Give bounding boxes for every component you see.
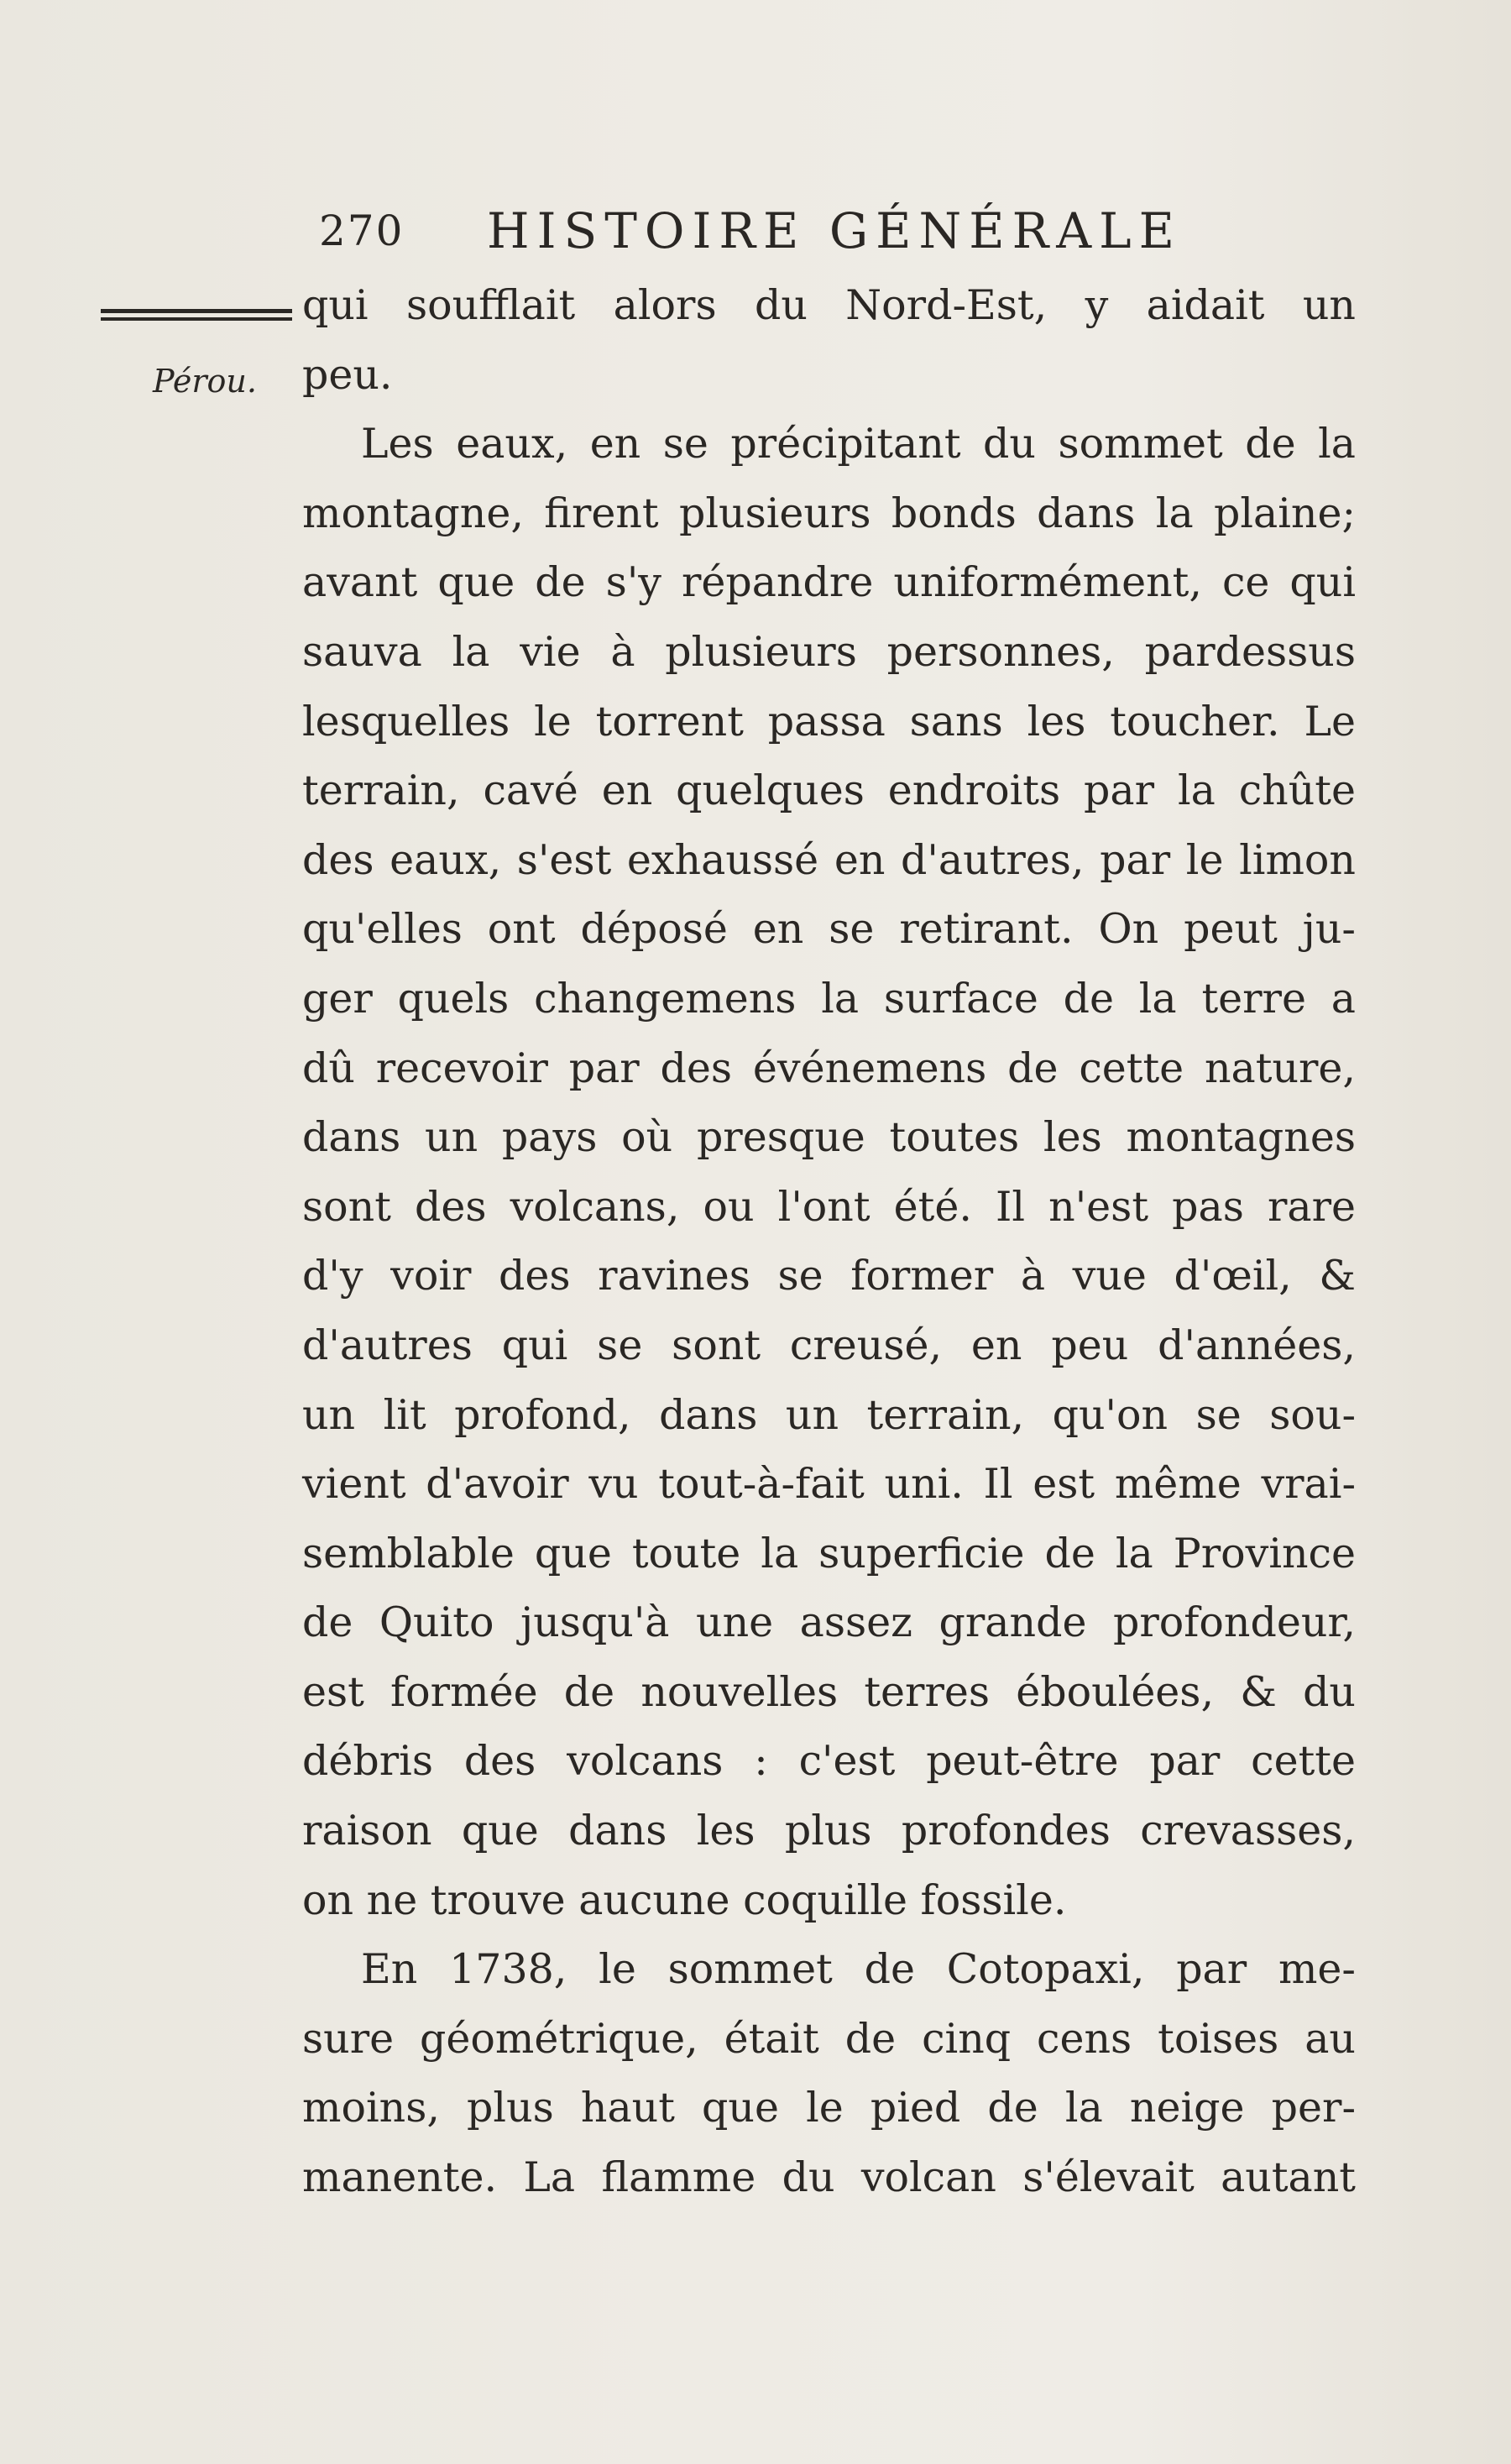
text-line: montagne, firent plusieurs bonds dans la plaine;: [302, 489, 1356, 537]
text-line: dans un pays où presque toutes les montagnes: [302, 1113, 1356, 1162]
text-line: sure géométrique, était de cinq cens toises au: [302, 2014, 1356, 2063]
text-line: de Quito jusqu'à une assez grande profondeur,: [302, 1598, 1356, 1647]
text-line: raison que dans les plus profondes crevasses,: [302, 1807, 1356, 1855]
text-line: lesquelles le torrent passa sans les toucher. Le: [302, 697, 1356, 745]
page-number: 270: [319, 207, 405, 255]
text-line: d'y voir des ravines se former à vue d'œil, &: [302, 1252, 1356, 1300]
text-line: débris des volcans : c'est peut-être par cette: [302, 1737, 1356, 1786]
text-line: semblable que toute la superficie de la Province: [302, 1529, 1356, 1577]
text-line: moins, plus haut que le pied de la neige per-: [302, 2084, 1356, 2132]
text-line: avant que de s'y répandre uniformément, ce qui: [302, 558, 1356, 607]
body-text: [302, 271, 1356, 2213]
text-line: Les eaux, en se précipitant du sommet de la: [361, 420, 1356, 468]
text-line: peu.: [302, 350, 393, 399]
text-line: qu'elles ont déposé en se retirant. On peut ju-: [302, 905, 1356, 954]
text-line: dû recevoir par des événemens de cette nature,: [302, 1044, 1356, 1092]
text-line: un lit profond, dans un terrain, qu'on se sou-: [302, 1390, 1356, 1439]
running-title: HISTOIRE GÉNÉRALE: [487, 202, 1182, 259]
margin-rule: [101, 309, 292, 321]
text-line: est formée de nouvelles terres éboulées, & du: [302, 1667, 1356, 1716]
margin-note: Pérou.: [153, 363, 257, 400]
text-line: d'autres qui se sont creusé, en peu d'années,: [302, 1321, 1356, 1369]
text-line: En 1738, le sommet de Cotopaxi, par me-: [361, 1945, 1356, 1994]
text-line: ger quels changemens la surface de la terre a: [302, 974, 1356, 1023]
text-line: terrain, cavé en quelques endroits par la chûte: [302, 766, 1356, 815]
text-line: sont des volcans, ou l'ont été. Il n'est pas rare: [302, 1182, 1356, 1231]
text-line: manente. La flamme du volcan s'élevait autant: [302, 2153, 1356, 2202]
page-header: [319, 197, 1259, 264]
text-line: des eaux, s'est exhaussé en d'autres, par le limon: [302, 835, 1356, 884]
text-line: vient d'avoir vu tout-à-fait uni. Il est même vrai-: [302, 1460, 1356, 1509]
text-line: sauva la vie à plusieurs personnes, pardessus: [302, 627, 1356, 676]
text-line: qui soufflait alors du Nord-Est, y aidait un: [302, 281, 1356, 329]
text-line: on ne trouve aucune coquille fossile.: [302, 1875, 1067, 1924]
